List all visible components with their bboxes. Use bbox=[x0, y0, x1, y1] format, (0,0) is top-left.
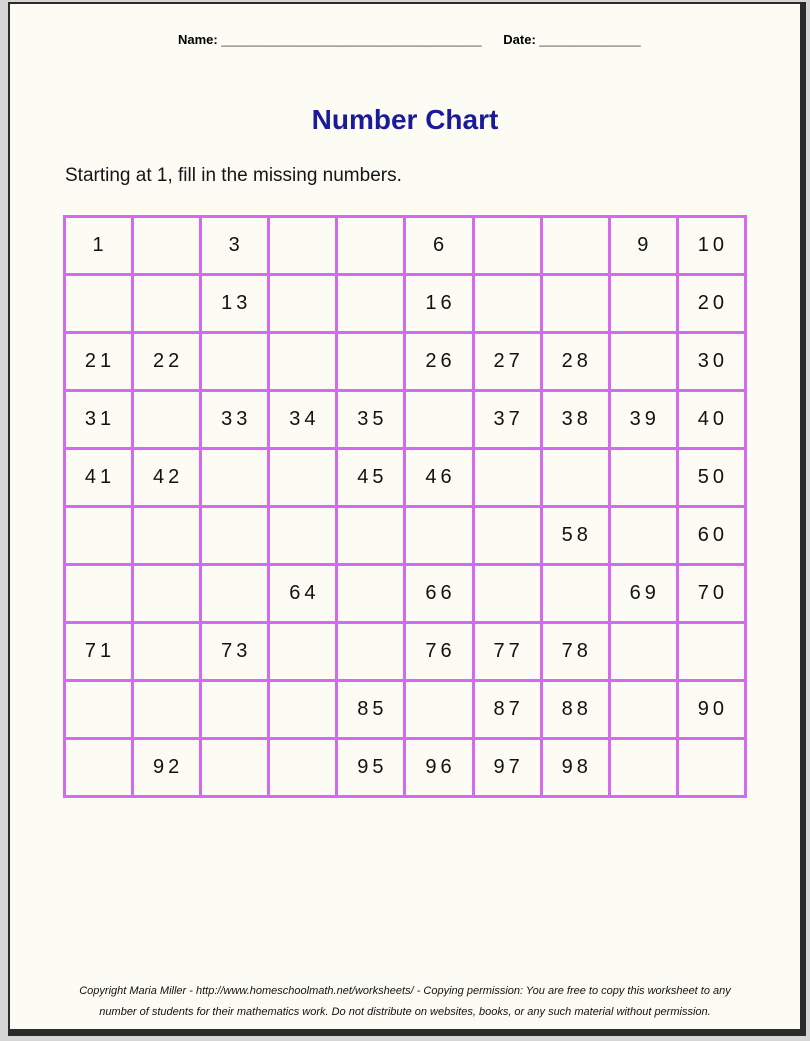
grid-cell-empty[interactable] bbox=[269, 623, 337, 681]
page-title: Number Chart bbox=[311, 104, 499, 135]
grid-cell-filled: 31 bbox=[65, 391, 133, 449]
grid-cell-empty[interactable] bbox=[269, 217, 337, 275]
grid-cell-filled: 28 bbox=[541, 333, 609, 391]
grid-cell-filled: 21 bbox=[65, 333, 133, 391]
grid-cell-filled: 64 bbox=[269, 565, 337, 623]
grid-cell-filled: 58 bbox=[541, 507, 609, 565]
grid-cell-empty[interactable] bbox=[65, 739, 133, 797]
grid-cell-empty[interactable] bbox=[405, 391, 473, 449]
grid-cell-filled: 10 bbox=[677, 217, 745, 275]
grid-cell-empty[interactable] bbox=[609, 275, 677, 333]
date-field[interactable]: ______________ bbox=[539, 32, 641, 47]
grid-cell-empty[interactable] bbox=[473, 217, 541, 275]
grid-cell-filled: 90 bbox=[677, 681, 745, 739]
grid-cell-filled: 77 bbox=[473, 623, 541, 681]
name-date-header bbox=[178, 32, 641, 47]
grid-cell-empty[interactable] bbox=[609, 623, 677, 681]
grid-cell-empty[interactable] bbox=[269, 275, 337, 333]
instruction-text: Starting at 1, fill in the missing numbers. bbox=[65, 165, 402, 186]
grid-cell-empty[interactable] bbox=[201, 565, 269, 623]
grid-cell-empty[interactable] bbox=[269, 507, 337, 565]
grid-cell-filled: 76 bbox=[405, 623, 473, 681]
grid-cell-filled: 46 bbox=[405, 449, 473, 507]
number-grid bbox=[63, 215, 747, 798]
grid-cell-empty[interactable] bbox=[201, 681, 269, 739]
grid-cell-filled: 70 bbox=[677, 565, 745, 623]
grid-cell-empty[interactable] bbox=[541, 565, 609, 623]
grid-cell-empty[interactable] bbox=[473, 275, 541, 333]
grid-cell-empty[interactable] bbox=[337, 217, 405, 275]
worksheet-page bbox=[8, 2, 806, 1036]
grid-cell-empty[interactable] bbox=[541, 449, 609, 507]
grid-cell-filled: 95 bbox=[337, 739, 405, 797]
grid-cell-empty[interactable] bbox=[337, 623, 405, 681]
grid-cell-empty[interactable] bbox=[609, 507, 677, 565]
name-field[interactable]: ____________________________________ bbox=[221, 32, 482, 47]
grid-cell-filled: 20 bbox=[677, 275, 745, 333]
grid-cell-filled: 60 bbox=[677, 507, 745, 565]
grid-cell-empty[interactable] bbox=[541, 275, 609, 333]
grid-cell-empty[interactable] bbox=[133, 623, 201, 681]
grid-cell-filled: 71 bbox=[65, 623, 133, 681]
grid-cell-empty[interactable] bbox=[269, 739, 337, 797]
grid-row bbox=[65, 507, 746, 565]
grid-cell-filled: 98 bbox=[541, 739, 609, 797]
grid-cell-filled: 13 bbox=[201, 275, 269, 333]
grid-cell-filled: 97 bbox=[473, 739, 541, 797]
grid-cell-empty[interactable] bbox=[65, 681, 133, 739]
grid-cell-filled: 34 bbox=[269, 391, 337, 449]
grid-cell-empty[interactable] bbox=[677, 739, 745, 797]
grid-cell-filled: 16 bbox=[405, 275, 473, 333]
grid-cell-empty[interactable] bbox=[269, 333, 337, 391]
grid-cell-empty[interactable] bbox=[269, 449, 337, 507]
grid-cell-filled: 33 bbox=[201, 391, 269, 449]
grid-cell-empty[interactable] bbox=[133, 275, 201, 333]
number-grid-body bbox=[65, 217, 746, 797]
grid-cell-empty[interactable] bbox=[609, 333, 677, 391]
grid-cell-empty[interactable] bbox=[337, 565, 405, 623]
grid-cell-empty[interactable] bbox=[609, 739, 677, 797]
grid-cell-filled: 3 bbox=[201, 217, 269, 275]
grid-cell-filled: 38 bbox=[541, 391, 609, 449]
grid-row bbox=[65, 565, 746, 623]
copyright-line-2: number of students for their mathematics work. Do not distribute on websites, books, or any such material without permission. bbox=[99, 1006, 711, 1018]
grid-cell-filled: 78 bbox=[541, 623, 609, 681]
grid-cell-filled: 85 bbox=[337, 681, 405, 739]
grid-row bbox=[65, 681, 746, 739]
grid-cell-filled: 69 bbox=[609, 565, 677, 623]
grid-cell-filled: 27 bbox=[473, 333, 541, 391]
grid-cell-empty[interactable] bbox=[541, 217, 609, 275]
grid-cell-filled: 92 bbox=[133, 739, 201, 797]
date-label: Date: bbox=[503, 32, 536, 47]
grid-cell-empty[interactable] bbox=[133, 565, 201, 623]
grid-cell-filled: 41 bbox=[65, 449, 133, 507]
grid-cell-filled: 35 bbox=[337, 391, 405, 449]
grid-cell-empty[interactable] bbox=[65, 275, 133, 333]
name-label: Name: bbox=[178, 32, 218, 47]
grid-cell-empty[interactable] bbox=[337, 333, 405, 391]
copyright-footer bbox=[10, 981, 800, 1023]
grid-row bbox=[65, 391, 746, 449]
grid-cell-empty[interactable] bbox=[133, 217, 201, 275]
grid-cell-empty[interactable] bbox=[609, 681, 677, 739]
grid-cell-empty[interactable] bbox=[133, 681, 201, 739]
grid-cell-filled: 40 bbox=[677, 391, 745, 449]
grid-cell-filled: 26 bbox=[405, 333, 473, 391]
grid-cell-empty[interactable] bbox=[405, 681, 473, 739]
grid-cell-empty[interactable] bbox=[201, 333, 269, 391]
grid-cell-empty[interactable] bbox=[473, 449, 541, 507]
grid-cell-filled: 87 bbox=[473, 681, 541, 739]
grid-cell-filled: 22 bbox=[133, 333, 201, 391]
grid-cell-filled: 30 bbox=[677, 333, 745, 391]
grid-row bbox=[65, 623, 746, 681]
grid-cell-empty[interactable] bbox=[65, 565, 133, 623]
grid-cell-empty[interactable] bbox=[405, 507, 473, 565]
grid-cell-filled: 96 bbox=[405, 739, 473, 797]
grid-cell-filled: 37 bbox=[473, 391, 541, 449]
grid-cell-filled: 6 bbox=[405, 217, 473, 275]
grid-cell-empty[interactable] bbox=[201, 507, 269, 565]
grid-cell-empty[interactable] bbox=[337, 507, 405, 565]
grid-cell-filled: 73 bbox=[201, 623, 269, 681]
grid-cell-empty[interactable] bbox=[65, 507, 133, 565]
grid-cell-filled: 39 bbox=[609, 391, 677, 449]
grid-cell-empty[interactable] bbox=[609, 449, 677, 507]
grid-cell-empty[interactable] bbox=[133, 391, 201, 449]
grid-cell-filled: 45 bbox=[337, 449, 405, 507]
grid-cell-filled: 42 bbox=[133, 449, 201, 507]
grid-cell-empty[interactable] bbox=[201, 449, 269, 507]
grid-row bbox=[65, 275, 746, 333]
grid-cell-empty[interactable] bbox=[337, 275, 405, 333]
grid-row bbox=[65, 217, 746, 275]
grid-cell-empty[interactable] bbox=[473, 507, 541, 565]
grid-row bbox=[65, 333, 746, 391]
grid-cell-empty[interactable] bbox=[269, 681, 337, 739]
grid-row bbox=[65, 449, 746, 507]
grid-cell-empty[interactable] bbox=[201, 739, 269, 797]
grid-cell-empty[interactable] bbox=[677, 623, 745, 681]
grid-cell-filled: 1 bbox=[65, 217, 133, 275]
grid-cell-empty[interactable] bbox=[133, 507, 201, 565]
grid-row bbox=[65, 739, 746, 797]
grid-cell-filled: 88 bbox=[541, 681, 609, 739]
grid-cell-filled: 9 bbox=[609, 217, 677, 275]
grid-cell-filled: 50 bbox=[677, 449, 745, 507]
copyright-line-1: Copyright Maria Miller - http://www.homeschoolmath.net/worksheets/ - Copying permission: You are free to copy this worksheet to any bbox=[79, 985, 731, 997]
grid-cell-filled: 66 bbox=[405, 565, 473, 623]
grid-cell-empty[interactable] bbox=[473, 565, 541, 623]
